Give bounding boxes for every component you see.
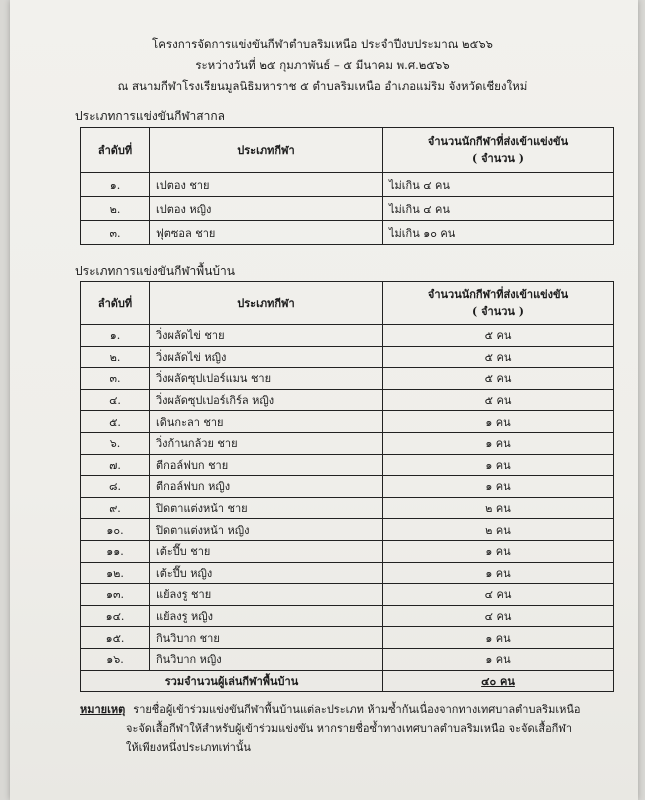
total-value-cell [383,670,614,692]
column-header-count-line1: จำนวนนักกีฬาที่ส่งเข้าแข่งขัน [427,288,569,301]
row-type: วิ่งผลัดซุปเปอร์เกิร์ล หญิง [150,389,383,411]
row-type: เต้ะปี๊บ ชาย [150,540,383,562]
row-count: ไม่เกิน ๔ คน [383,197,614,221]
row-no: ๑๐. [81,519,150,541]
note-text-1: รายชื่อผู้เข้าร่วมแข่งขันกีฬาพื้นบ้านแต่ละประเภท ห้ามซ้ำกันเนื่องจากทางเทศบาลตำบลริมเหนือ [133,703,581,716]
row-no: ๑๒. [81,562,150,584]
column-header-count [383,128,614,173]
row-type: เปตอง ชาย [150,173,383,197]
row-count: ไม่เกิน ๑๐ คน [383,221,614,245]
table-row [81,476,614,498]
row-type: วิ่งผลัดไข่ หญิง [150,346,383,368]
row-type: เต้ะปี๊บ หญิง [150,562,383,584]
row-no: ๓. [81,368,150,390]
table-header-row [81,128,614,173]
row-no: ๑๕. [81,627,150,649]
table-total-row [81,670,614,692]
table-row [81,605,614,627]
row-count: ๔ คน [383,584,614,606]
document-header [0,34,645,97]
row-count: ๑ คน [383,540,614,562]
folk-section-title: ประเภทการแข่งขันกีฬาพื้นบ้าน [75,264,235,278]
table-row [81,197,614,221]
row-type: วิ่งผลัดไข่ ชาย [150,325,383,347]
row-type: แย้ลงรู หญิง [150,605,383,627]
note-text-3: ให้เพียงหนึ่งประเภทเท่านั้น [126,741,251,754]
header-dates: ระหว่างวันที่ ๒๕ กุมภาพันธ์ – ๕ มีนาคม พ.ศ.๒๕๖๖ [195,58,450,72]
table-row [81,584,614,606]
header-title: โครงการจัดการแข่งขันกีฬาตำบลริมเหนือ ประจำปีงบประมาณ ๒๕๖๖ [152,37,493,51]
table-row [81,519,614,541]
table-row [81,562,614,584]
row-type: วิ่งผลัดซุปเปอร์แมน ชาย [150,368,383,390]
row-type: ตีกอล์ฟบก ชาย [150,454,383,476]
total-label: รวมจำนวนผู้เล่นกีฬาพื้นบ้าน [81,670,383,692]
international-sports-table [80,127,614,245]
table-row [81,432,614,454]
table-row [81,173,614,197]
total-value: ๔๐ คน [481,674,515,688]
row-no: ๑๓. [81,584,150,606]
row-type: ตีกอล์ฟบก หญิง [150,476,383,498]
row-type: กินวิบาก ชาย [150,627,383,649]
row-count: ๑ คน [383,476,614,498]
table-row [81,648,614,670]
row-count: ๕ คน [383,325,614,347]
row-type: ปิดตาแต่งหน้า หญิง [150,519,383,541]
row-count: ๕ คน [383,346,614,368]
table-row [81,627,614,649]
column-header-no: ลำดับที่ [81,282,150,325]
header-venue: ณ สนามกีฬาโรงเรียนมูลนิธิมหาราช ๕ ตำบลริมเหนือ อำเภอแม่ริม จังหวัดเชียงใหม่ [117,79,528,93]
row-no: ๖. [81,432,150,454]
column-header-type: ประเภทกีฬา [150,128,383,173]
note-block [80,700,610,757]
table-row [81,368,614,390]
note-label: หมายเหตุ [80,703,126,716]
column-header-count-line1: จำนวนนักกีฬาที่ส่งเข้าแข่งขัน [427,135,569,148]
row-count: ๑ คน [383,454,614,476]
row-no: ๙. [81,497,150,519]
table-row [81,540,614,562]
row-type: ปิดตาแต่งหน้า ชาย [150,497,383,519]
row-no: ๒. [81,346,150,368]
row-no: ๓. [81,221,150,245]
row-count: ๔ คน [383,605,614,627]
table-row [81,454,614,476]
column-header-count-line2: ( จำนวน ) [472,152,524,165]
row-count: ๕ คน [383,368,614,390]
row-count: ๑ คน [383,648,614,670]
row-type: เปตอง หญิง [150,197,383,221]
row-count: ๕ คน [383,389,614,411]
row-type: ฟุตซอล ชาย [150,221,383,245]
row-type: เดินกะลา ชาย [150,411,383,433]
note-text-2: จะจัดเสื้อกีฬาให้สำหรับผู้เข้าร่วมแข่งขัน หากรายชื่อซ้ำทางเทศบาลตำบลริมเหนือ จะจัดเสื้อกีฬา [126,722,573,735]
row-count: ๒ คน [383,519,614,541]
row-no: ๗. [81,454,150,476]
row-count: ไม่เกิน ๔ คน [383,173,614,197]
folk-sports-table [80,281,614,692]
table-row [81,497,614,519]
table-row [81,221,614,245]
row-no: ๑๖. [81,648,150,670]
table-row [81,411,614,433]
row-no: ๔. [81,389,150,411]
column-header-count-line2: ( จำนวน ) [472,305,524,318]
table-row [81,346,614,368]
row-type: วิ่งก้านกล้วย ชาย [150,432,383,454]
row-no: ๕. [81,411,150,433]
row-no: ๒. [81,197,150,221]
note-line-1 [80,700,610,719]
row-no: ๑. [81,173,150,197]
row-count: ๑ คน [383,627,614,649]
table-row [81,325,614,347]
column-header-type: ประเภทกีฬา [150,282,383,325]
row-no: ๑๔. [81,605,150,627]
row-type: แย้ลงรู ชาย [150,584,383,606]
row-count: ๑ คน [383,562,614,584]
row-count: ๑ คน [383,432,614,454]
column-header-no: ลำดับที่ [81,128,150,173]
row-no: ๑๑. [81,540,150,562]
table-header-row [81,282,614,325]
table-row [81,389,614,411]
row-no: ๘. [81,476,150,498]
international-section-title: ประเภทการแข่งขันกีฬาสากล [75,109,225,123]
row-type: กินวิบาก หญิง [150,648,383,670]
column-header-count [383,282,614,325]
row-count: ๒ คน [383,497,614,519]
row-no: ๑. [81,325,150,347]
row-count: ๑ คน [383,411,614,433]
